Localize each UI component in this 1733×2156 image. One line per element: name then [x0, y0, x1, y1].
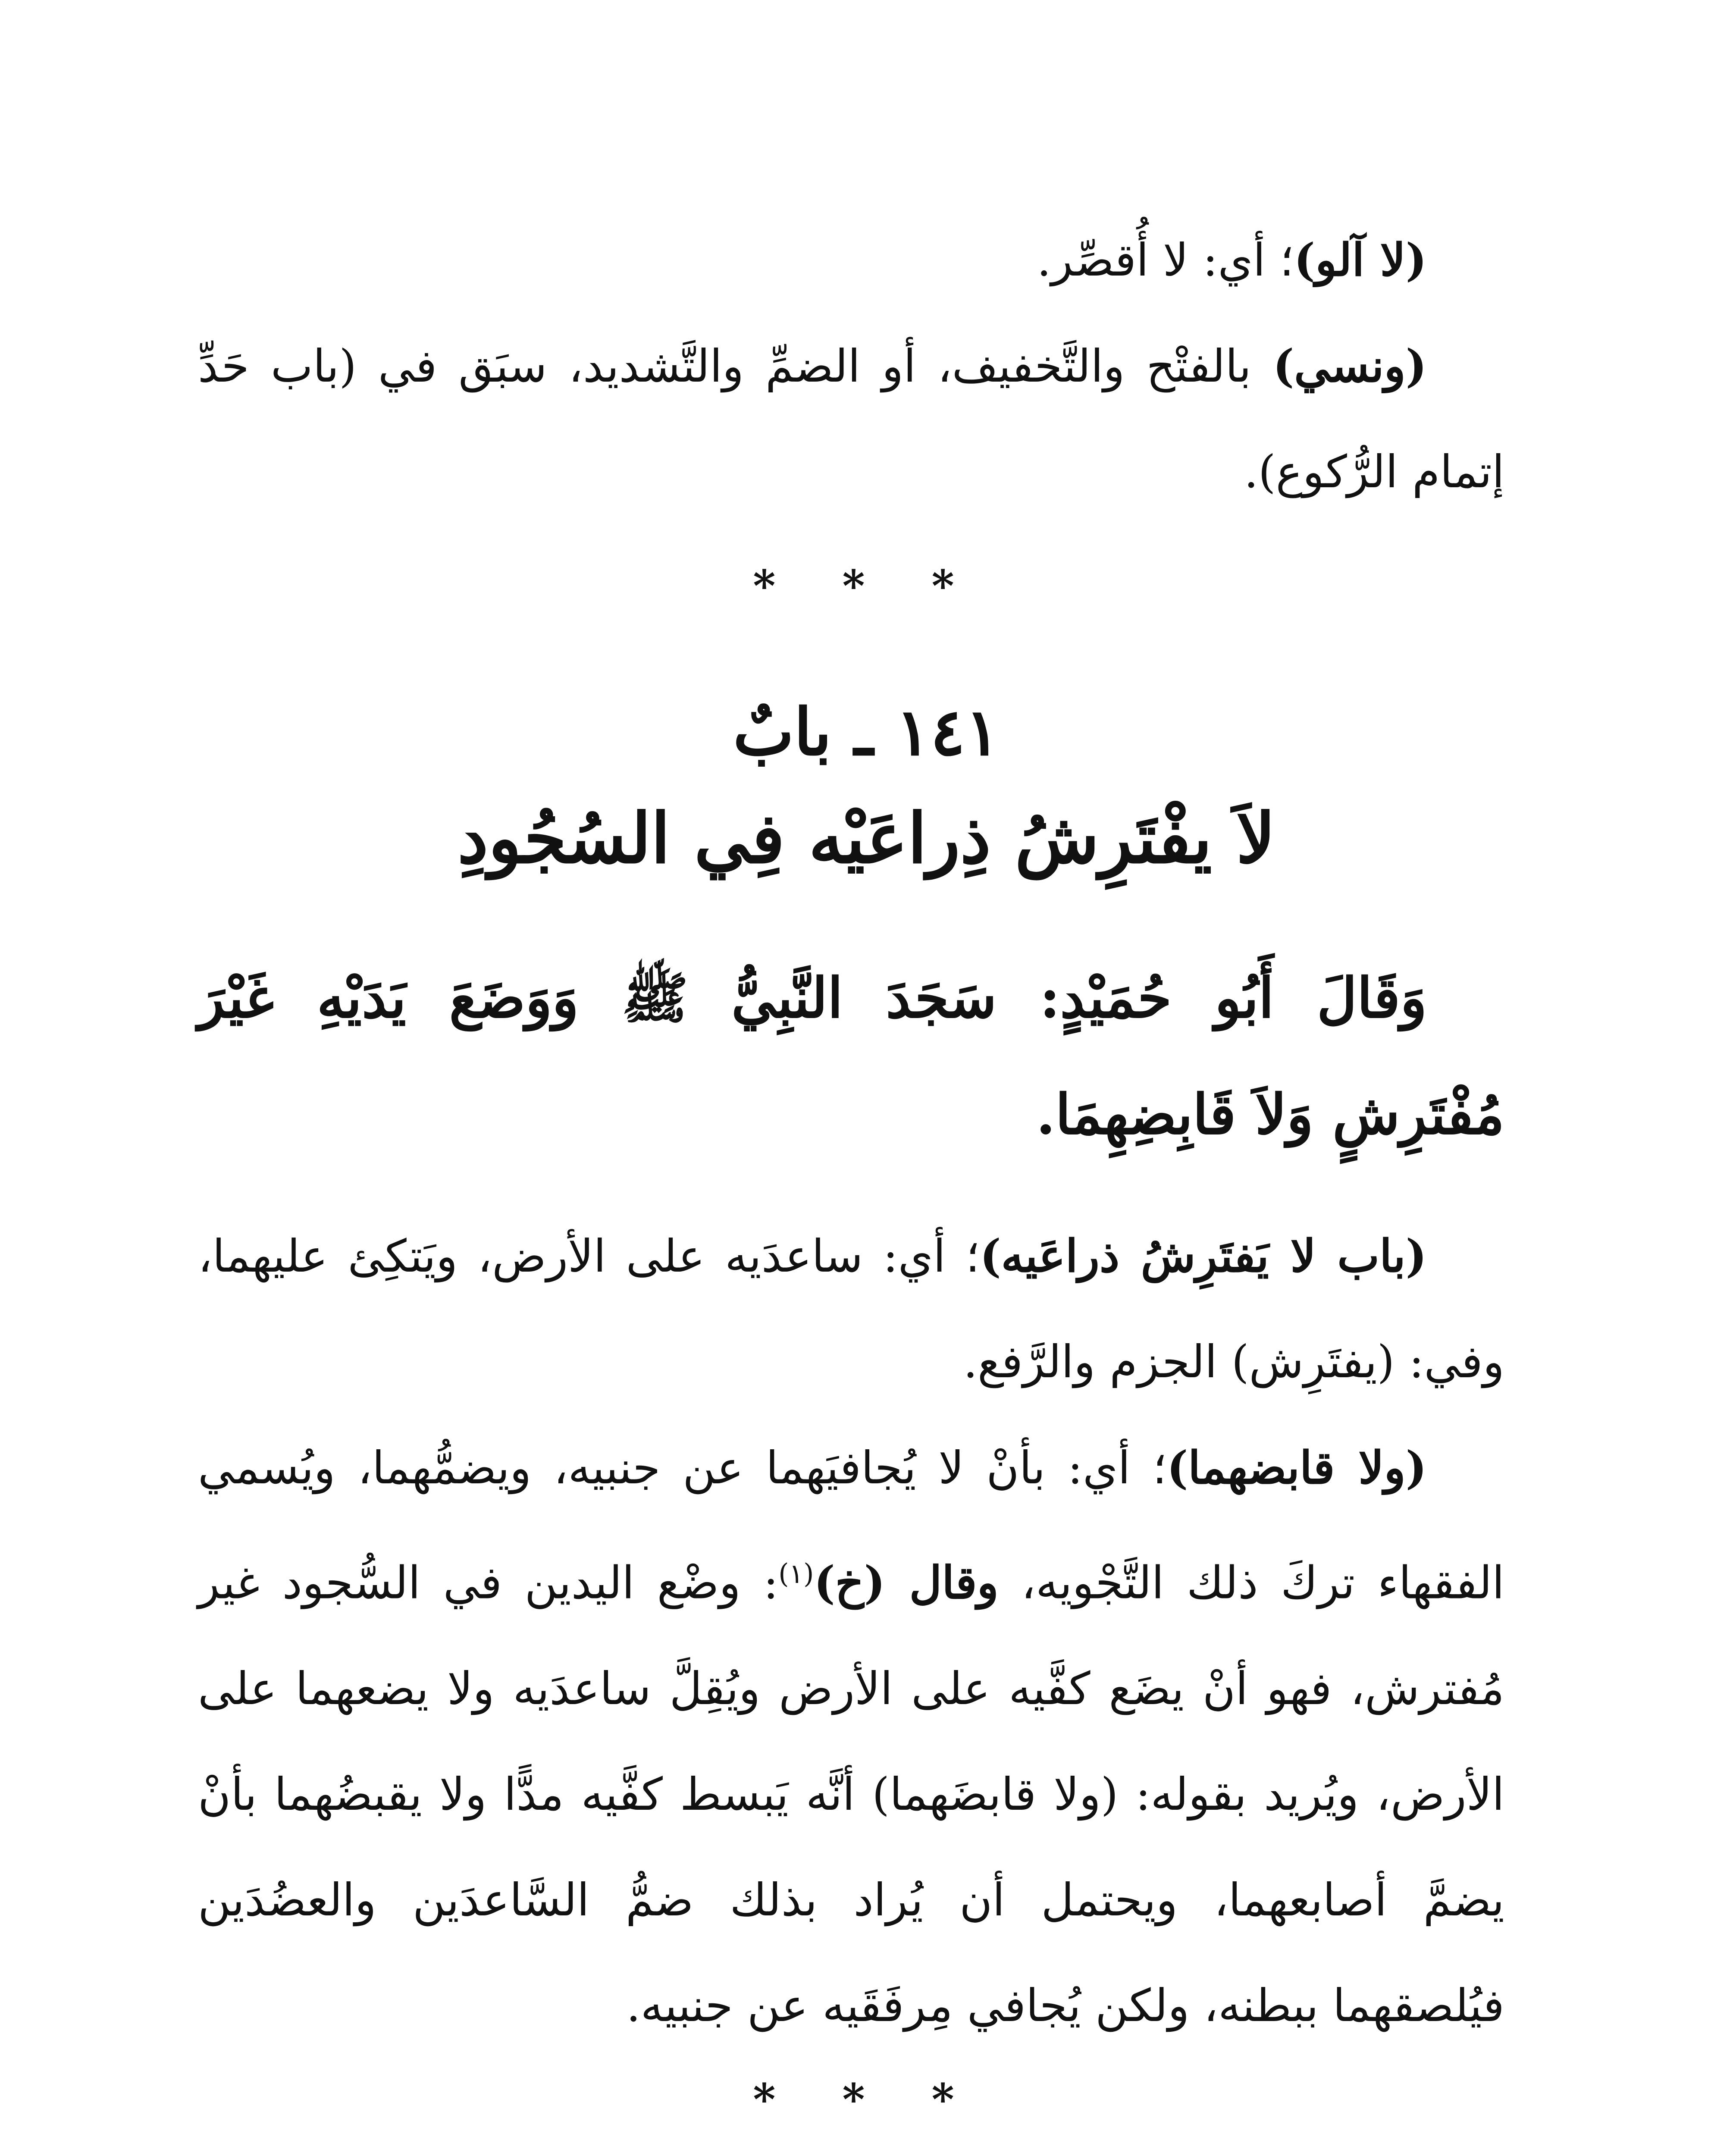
commentary-text-2b: : وضْع اليدين في السُّجود غير مُفترش، فهو أنْ يضَع كفَّيه على الأرض ويُقِلَّ ساعدَيه ولا يضعهما على الأرض، ويُريد بقوله: (ولا قابضَهما) أنَّه يَبسط كفَّيه مدًّا ولا يقبضُهما بأنْ يضمَّ أصابعهما، ويحتمل أن يُراد بذلك ضمُّ السَّاعدَين والعضُدَين فيُلصقهما ببطنه، ولكن يُجافي مِرفَقَيه عن جنبيه.	[198, 1556, 1504, 2032]
intro-paragraph-1	[198, 207, 1504, 313]
intro-term-1: (لا آلو)	[1294, 233, 1427, 286]
commentary-text-2a: ؛ أي: بأنْ لا يُجافيَهما عن جنبيه، ويضمُّهما، ويُسمي الفقهاء تركَ ذلك التَّجْويه،	[198, 1442, 1505, 1609]
section-divider-top: * * *	[753, 561, 980, 611]
intro-term-2: (ونسي)	[1272, 339, 1427, 392]
intro-paragraph-2	[198, 313, 1504, 525]
commentary-said: وقال	[909, 1556, 999, 1609]
commentary-term-2: (ولا قابضهما)	[1166, 1441, 1427, 1494]
chapter-title: لاَ يفْتَرِشُ ذِراعَيْه فِي السُجُودِ	[458, 798, 1275, 879]
intro-section	[198, 207, 1504, 525]
footnote-reference: (١)	[778, 1558, 814, 1589]
hadith-text: وَقَالَ أَبُو حُمَيْدٍ: سَجَدَ النَّبِيُّ ﷺ وَوَضَعَ يَدَيْهِ غَيْرَ مُفْتَرِشٍ وَلاَ قَابِضِهِمَا.	[198, 966, 1504, 1147]
chapter-number: ١٤١ ـ بابٌ	[733, 694, 1000, 770]
commentary-ref: (خ)	[814, 1556, 909, 1609]
commentary-text-1: ؛ أي: ساعدَيه على الأرض، ويَتكِئ عليهما، وفي: (يفتَرِش) الجزم والرَّفع.	[198, 1230, 1504, 1388]
section-divider-bottom: * * *	[753, 2074, 980, 2125]
intro-text-1: ؛ أي: لا أُقصِّر.	[1037, 234, 1294, 286]
commentary-term-1: (باب لا يَفتَرِشُ ذراعَيه)	[980, 1229, 1427, 1282]
commentary-paragraph-2	[198, 1415, 1504, 2059]
commentary-section	[198, 1203, 1504, 2059]
intro-text-2: بالفتْح والتَّخفيف، أو الضمِّ والتَّشديد، سبَق في (باب حَدِّ إتمام الرُّكوع).	[198, 340, 1504, 498]
commentary-paragraph-1	[198, 1203, 1504, 1415]
